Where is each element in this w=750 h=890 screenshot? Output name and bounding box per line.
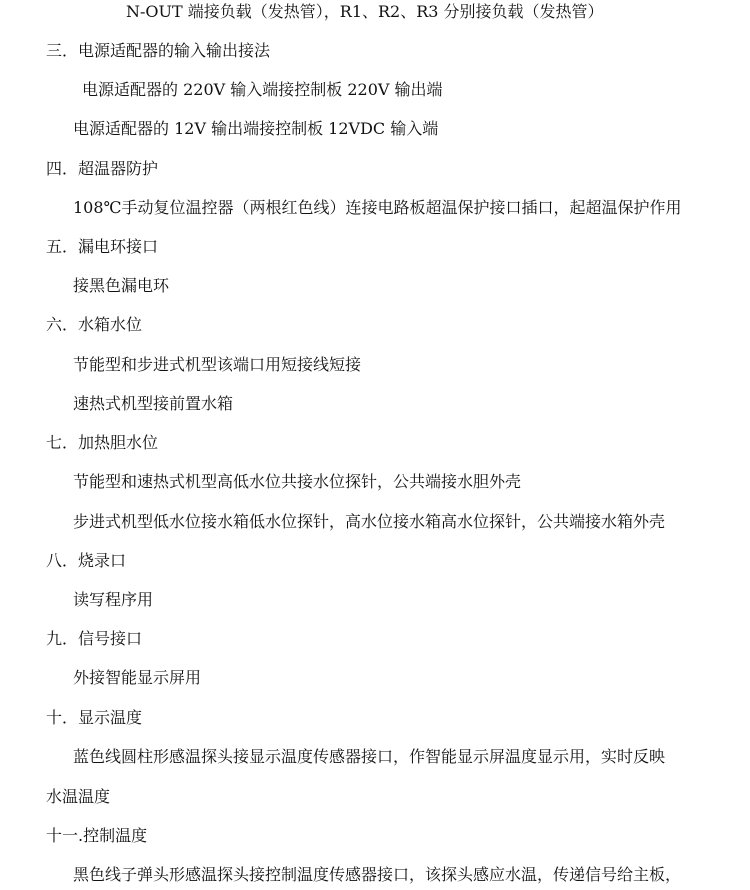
section-heading-10: 十．显示温度 (46, 708, 143, 727)
section-heading-5: 五．漏电环接口 (46, 237, 159, 256)
section-5-paragraph-1: 接黑色漏电环 (73, 276, 170, 295)
section-10-paragraph-2: 水温温度 (46, 787, 111, 806)
section-heading-8: 八．烧录口 (46, 551, 127, 570)
section-6-paragraph-2: 速热式机型接前置水箱 (73, 394, 234, 413)
section-heading-9: 九．信号接口 (46, 629, 143, 648)
section-4-paragraph-1: 108℃手动复位温控器（两根红色线）连接电路板超温保护接口插口，起超温保护作用 (73, 198, 682, 217)
section-6-paragraph-1: 节能型和步进式机型该端口用短接线短接 (73, 355, 362, 374)
section-heading-3: 三．电源适配器的输入输出接法 (46, 41, 271, 60)
section-10-paragraph-1: 蓝色线圆柱形感温探头接显示温度传感器接口，作智能显示屏温度显示用，实时反映 (73, 747, 666, 766)
section-7-paragraph-2: 步进式机型低水位接水箱低水位探针，高水位接水箱高水位探针，公共端接水箱外壳 (73, 512, 666, 531)
section-heading-11: 十一.控制温度 (46, 826, 148, 845)
section-8-paragraph-1: 读写程序用 (73, 590, 154, 609)
intro-line: N-OUT 端接负载（发热管），R1、R2、R3 分别接负载（发热管） (126, 2, 604, 21)
section-heading-7: 七．加热胆水位 (46, 433, 159, 452)
section-3-paragraph-2: 电源适配器的 12V 输出端接控制板 12VDC 输入端 (73, 119, 439, 138)
section-9-paragraph-1: 外接智能显示屏用 (73, 668, 202, 687)
section-3-paragraph-1: 电源适配器的 220V 输入端接控制板 220V 输出端 (82, 80, 443, 99)
section-heading-4: 四．超温器防护 (46, 159, 159, 178)
section-7-paragraph-1: 节能型和速热式机型高低水位共接水位探针，公共端接水胆外壳 (73, 472, 522, 491)
section-11-paragraph-1: 黑色线子弹头形感温探头接控制温度传感器接口，该探头感应水温，传递信号给主板， (73, 865, 682, 884)
section-heading-6: 六．水箱水位 (46, 315, 143, 334)
